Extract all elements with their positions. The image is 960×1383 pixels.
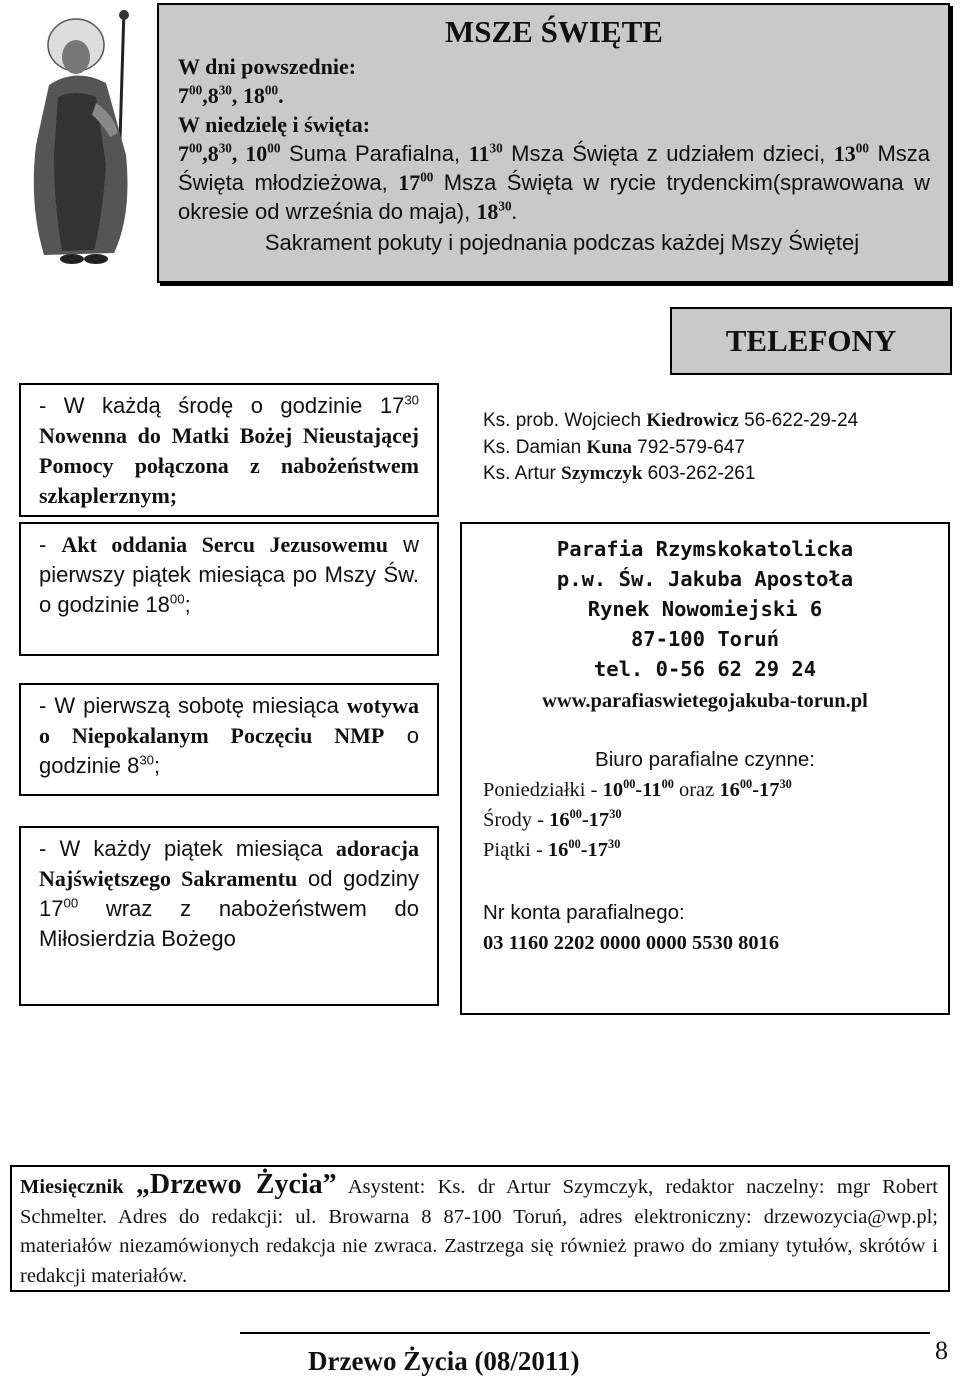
parish-patron: p.w. Św. Jakuba Apostoła xyxy=(556,567,854,591)
footer-title: Drzewo Życia (08/2011) xyxy=(308,1346,580,1376)
parish-city: 87-100 Toruń xyxy=(630,627,780,651)
phones-title-box xyxy=(670,307,952,375)
bank-account xyxy=(483,897,779,959)
sundays-times: $7^{00},8^{30}$, $10^{00}$ Suma Parafialna, $11^{30}$ Msza Święta z udziałem dzieci, $13^{00}$ Msza Święta młodzieżowa, $17^{00}$ Msza Święta w rycie trydenckim(sprawowana w okresie od września do maja), $18^{30}$. xyxy=(178,140,931,224)
priest-entry: Ks. Damian Kuna 792-579-647 xyxy=(483,436,745,458)
weekdays-label: W dni powszednie: xyxy=(178,54,357,79)
mass-title: MSZE ŚWIĘTE xyxy=(445,14,663,49)
colophon-text: Miesięcznik „Drzewo Życia” Asystent: Ks. dr Artur Szymczyk, redaktor naczelny: mgr Robert Schmelter. Adres do redakcji: ul. Browarna 8 87-100 Toruń, adres elektroniczny: drzewozycia@wp.pl; materiałów niezamówionych redakcja nie zwraca. Zastrzega się również prawo do zmiany tytułów, skrótów i redakcji materiałów. xyxy=(20,1169,938,1287)
priest-entry: Ks. prob. Wojciech Kiedrowicz 56-622-29-24 xyxy=(483,410,859,431)
footer-rule xyxy=(240,1332,930,1334)
parish-phone: tel. 0-56 62 29 24 xyxy=(593,657,817,681)
office-friday: Piątki - $16^{00}-17^{30}$ xyxy=(483,837,621,861)
office-monday: Poniedziałki - $10^{00}-11^{00}$ oraz $16^{00}-17^{30}$ xyxy=(483,777,792,801)
devotion-first-friday: - Akt oddania Sercu Jezusowemu w pierwszy piątek miesiąca po Mszy Św. o godzinie $18^{00}$; xyxy=(19,522,439,656)
bank-account-number: 03 1160 2202 0000 0000 5530 8016 xyxy=(483,932,780,954)
weekdays-times: $7^{00},8^{30}$, $18^{00}$. xyxy=(178,82,284,108)
devotion-every-friday: - W każdy piątek miesiąca adoracja Najświętszego Sakramentu od godziny $17^{00}$ wraz z nabożeństwem do Miłosierdzia Bożego xyxy=(19,826,439,1006)
page-number: 8 xyxy=(935,1336,948,1365)
phones-title: TELEFONY xyxy=(725,323,897,358)
sundays-label: W niedzielę i święta: xyxy=(178,112,371,137)
parish-name: Parafia Rzymskokatolicka xyxy=(556,537,854,561)
office-hours xyxy=(460,745,950,865)
priest-entry: Ks. Artur Szymczyk 603-262-261 xyxy=(483,463,756,484)
parish-address xyxy=(460,534,950,684)
devotion-first-saturday: - W pierwszą sobotę miesiąca wotywa o Niepokalanym Poczęciu NMP o godzinie $8^{30}$; xyxy=(19,683,439,796)
parish-website-link[interactable]: www.parafiaswietegojakuba-torun.pl xyxy=(542,690,868,712)
parish-street: Rynek Nowomiejski 6 xyxy=(587,597,823,621)
office-title: Biuro parafialne czynne: xyxy=(595,748,815,771)
mass-schedule xyxy=(178,52,930,257)
devotion-wednesday: - W każdą środę o godzinie $17^{30}$ Nowenna do Matki Bożej Nieustającej Pomocy połączona z nabożeństwem szkaplerznym; xyxy=(19,383,439,517)
office-wednesday: Środy - $16^{00}-17^{30}$ xyxy=(483,807,622,831)
priests-phone-list xyxy=(483,408,858,488)
saint-james-illustration xyxy=(14,5,154,267)
bank-account-label: Nr konta parafialnego: xyxy=(483,901,685,924)
confession-note: Sakrament pokuty i pojednania podczas każdej Mszy Świętej xyxy=(264,230,860,255)
